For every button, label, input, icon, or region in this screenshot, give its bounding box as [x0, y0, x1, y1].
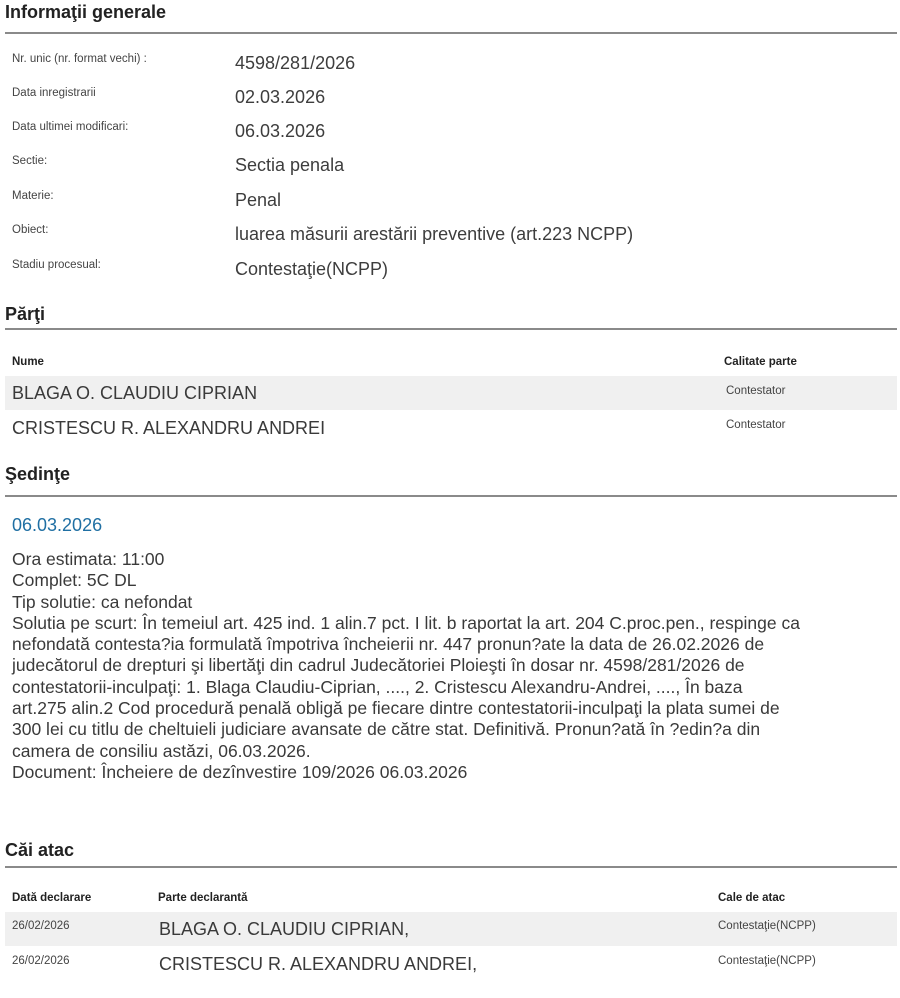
atac-header-cale: Cale de atac — [718, 892, 786, 904]
field-label-stadiu: Stadiu procesual: — [12, 259, 101, 271]
field-value-nr-unic: 4598/281/2026 — [235, 53, 356, 73]
section-title-sedinte: Şedinţe — [5, 464, 71, 484]
sedinta-date-link[interactable]: 06.03.2026 — [12, 515, 103, 535]
atac-parte: CRISTESCU R. ALEXANDRU ANDREI, — [159, 954, 478, 974]
section-title-parti: Părţi — [5, 304, 46, 324]
section-divider — [5, 328, 897, 330]
atac-header-parte: Parte declarantă — [158, 892, 248, 904]
sedinta-solutie-line: Solutia pe scurt: În temeiul art. 425 ind. 1 alin.7 pct. I lit. b raportat la art. 204 C.proc.pen., respinge ca — [12, 612, 800, 633]
atac-data: 26/02/2026 — [12, 955, 70, 967]
section-divider — [5, 495, 897, 497]
sedinta-solutie-line: nefondată contesta?ia formulată împotriva încheierii nr. 447 pronun?ate la data de 26.02.2026 de — [12, 634, 765, 655]
field-label-sectie: Sectie: — [12, 155, 48, 167]
section-divider — [5, 32, 897, 34]
section-title-cai-atac: Căi atac — [5, 840, 75, 860]
field-value-sectie: Sectia penala — [235, 155, 345, 175]
atac-cale: Contestaţie(NCPP) — [718, 920, 816, 932]
atac-header-data: Dată declarare — [12, 892, 92, 904]
sedinta-solutie-line: 300 lei cu titlu de cheltuieli judiciare avansate de către stat. Definitivă. Pronun?ată în ?edin?a din — [12, 719, 761, 740]
field-value-data-inregistrarii: 02.03.2026 — [235, 87, 326, 107]
parti-header-calitate: Calitate parte — [724, 356, 797, 368]
parte-calitate: Contestator — [726, 385, 786, 397]
sedinta-complet: Complet: 5C DL — [12, 570, 137, 591]
section-title-informatii: Informaţii generale — [5, 2, 167, 22]
field-value-materie: Penal — [235, 190, 282, 210]
atac-cale: Contestaţie(NCPP) — [718, 955, 816, 967]
field-label-materie: Materie: — [12, 190, 54, 202]
field-label-obiect: Obiect: — [12, 224, 49, 236]
sedinta-solutie-line: judecătorul de drepturi şi libertăţi din cadrul Judecătoriei Ploieşti în dosar nr. 4598/281/2026 de — [12, 655, 745, 676]
parte-calitate: Contestator — [726, 419, 786, 431]
field-value-stadiu: Contestaţie(NCPP) — [235, 259, 389, 279]
sedinta-solutie-line: art.275 alin.2 Cod procedură penală obligă pe fiecare dintre contestatorii-inculpaţi la plata sumei de — [12, 698, 780, 719]
sedinta-solutie-line: contestatorii-inculpaţi: 1. Blaga Claudiu-Ciprian, ...., 2. Cristescu Alexandru-Andrei, ...., În baza — [12, 676, 743, 697]
field-label-nr-unic: Nr. unic (nr. format vechi) : — [12, 53, 147, 65]
sedinta-solutie-line: camera de consiliu astăzi, 06.03.2026. — [12, 740, 311, 761]
sedinta-details — [12, 549, 892, 783]
field-value-data-modificari: 06.03.2026 — [235, 121, 326, 141]
field-label-data-modificari: Data ultimei modificari: — [12, 121, 129, 133]
section-divider — [5, 866, 897, 868]
parti-header-nume: Nume — [12, 356, 44, 368]
atac-parte: BLAGA O. CLAUDIU CIPRIAN, — [159, 919, 410, 939]
atac-data: 26/02/2026 — [12, 920, 70, 932]
field-value-obiect: luarea măsurii arestării preventive (art.223 NCPP) — [235, 224, 634, 244]
parte-nume: CRISTESCU R. ALEXANDRU ANDREI — [12, 418, 326, 438]
parte-nume: BLAGA O. CLAUDIU CIPRIAN — [12, 383, 258, 403]
field-label-data-inregistrarii: Data inregistrarii — [12, 87, 96, 99]
sedinta-tip-solutie: Tip solutie: ca nefondat — [12, 591, 193, 612]
sedinta-ora: Ora estimata: 11:00 — [12, 549, 165, 569]
sedinta-document: Document: Încheiere de dezînvestire 109/2026 06.03.2026 — [12, 761, 468, 782]
